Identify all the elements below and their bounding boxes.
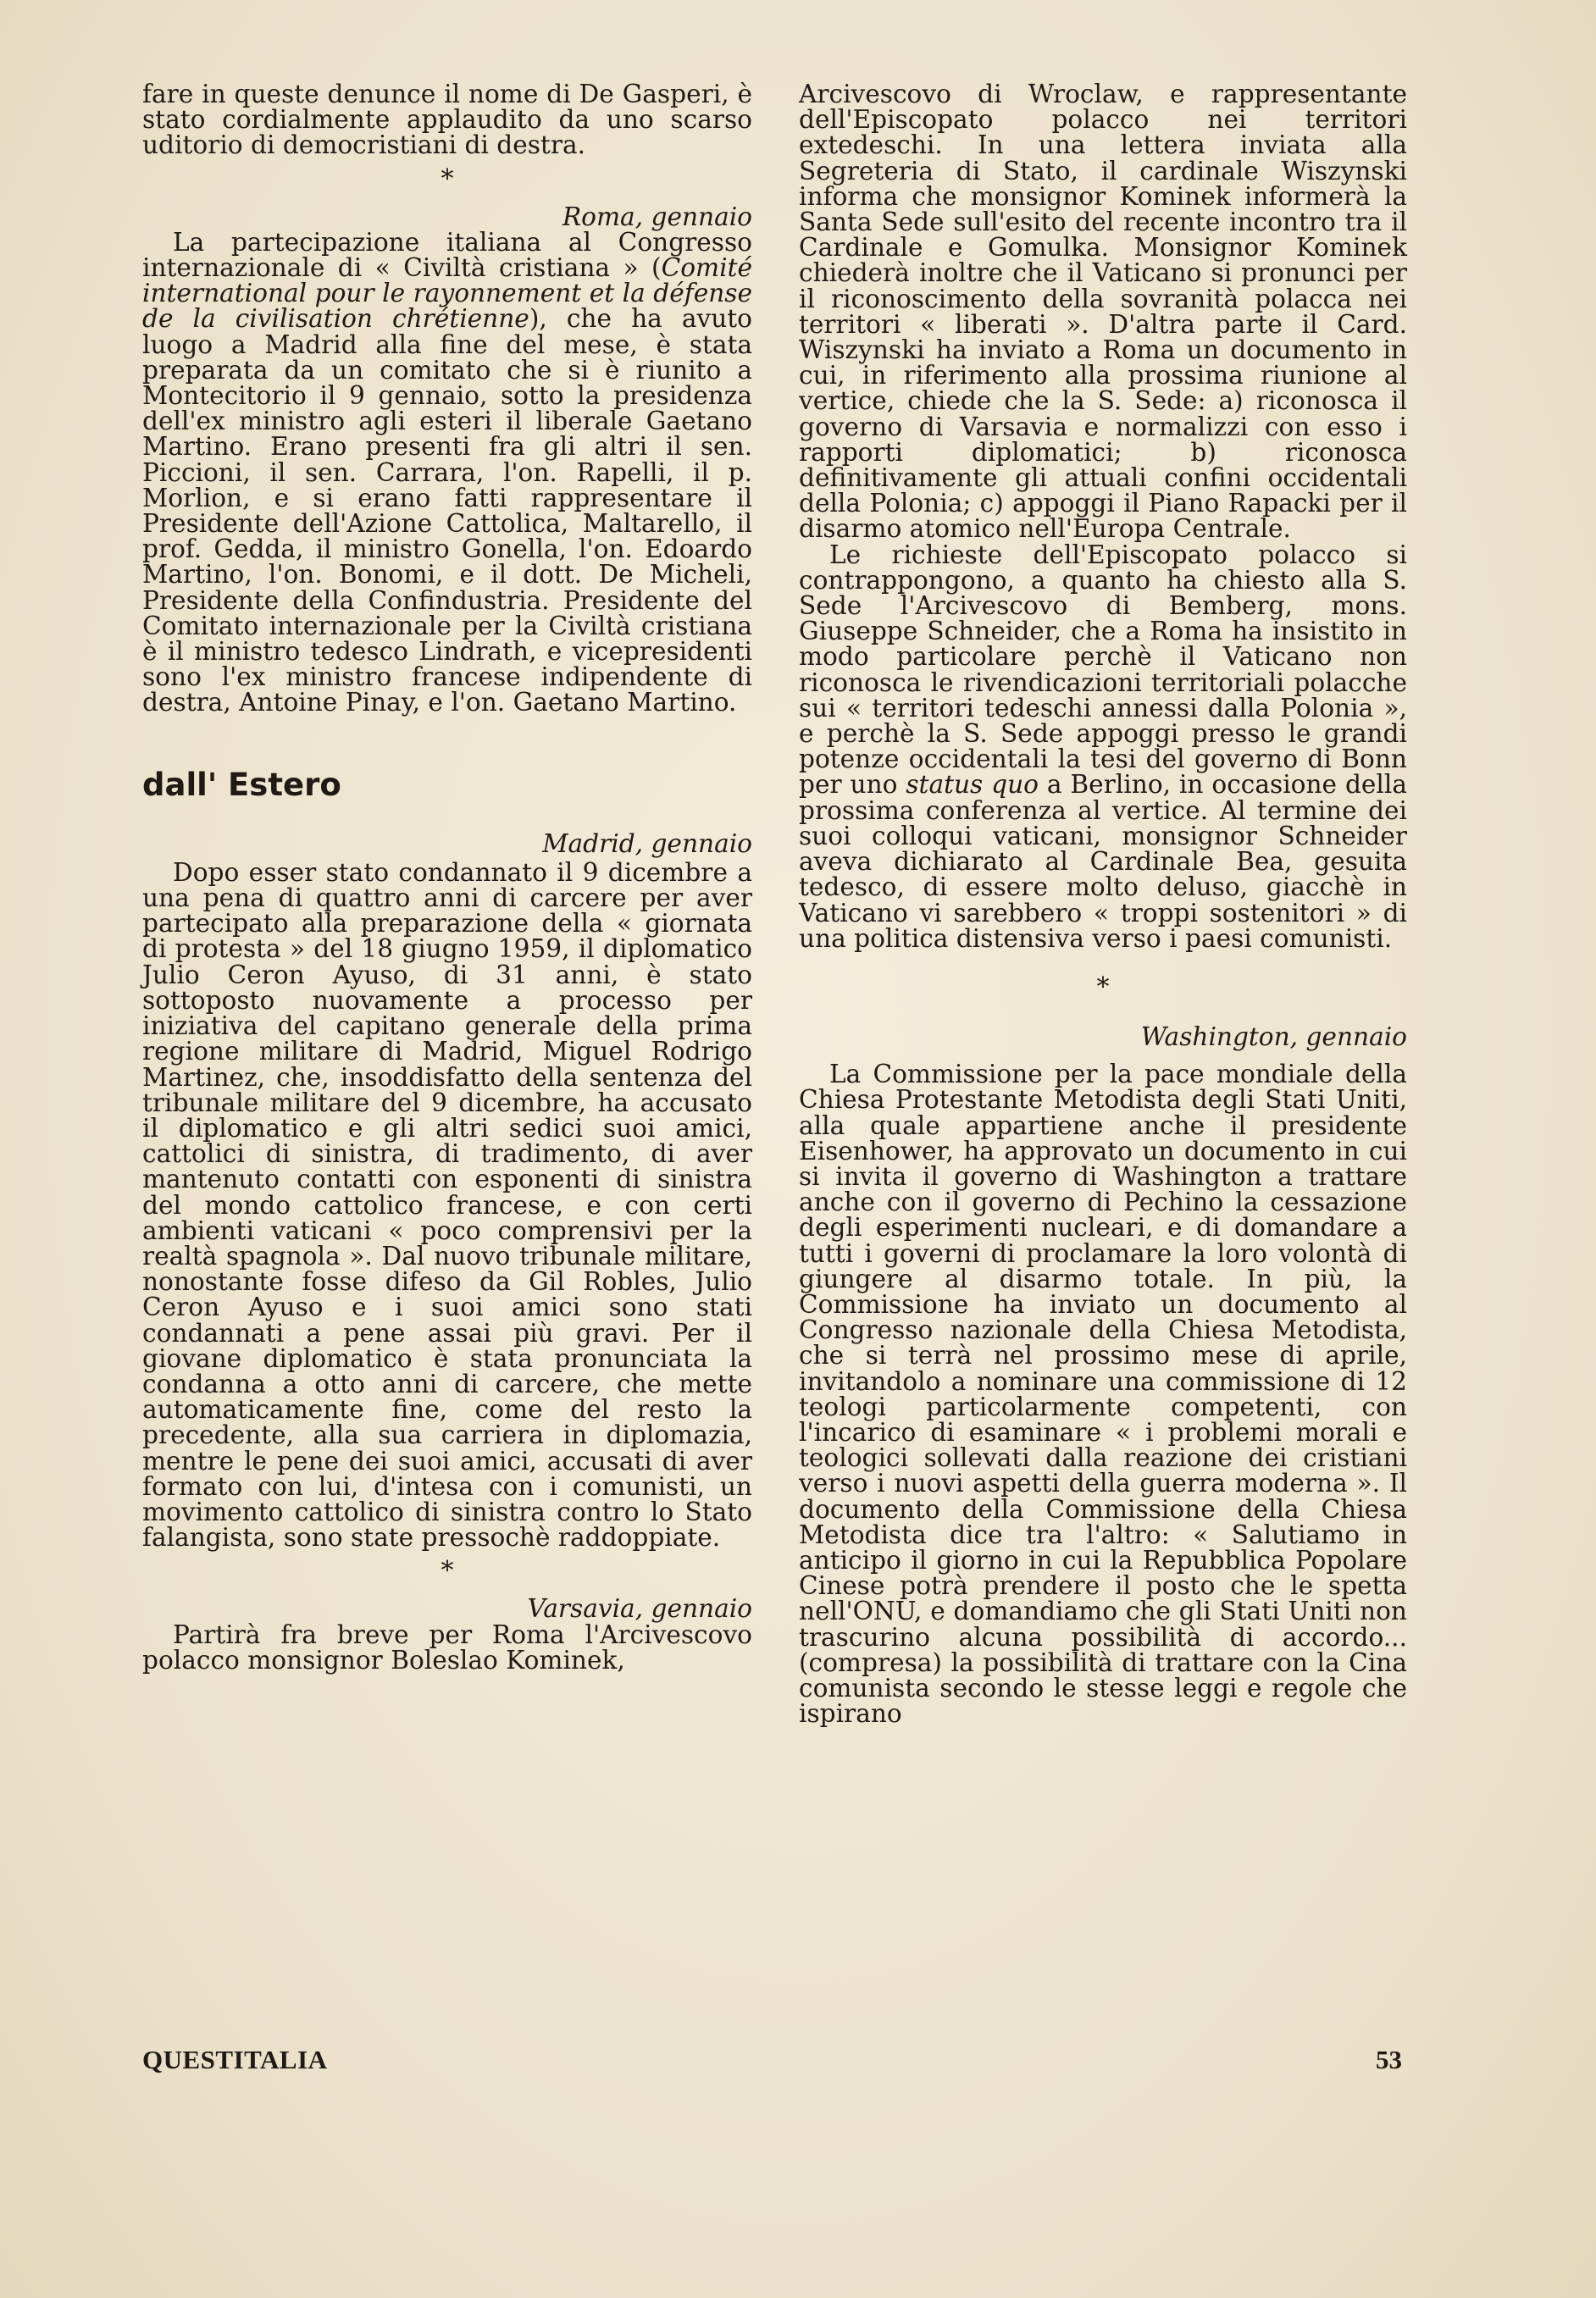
right-column <box>799 80 1407 1729</box>
section-separator: * <box>441 163 454 194</box>
text-span: La partecipazione italiana al Congresso internazionale di « Civiltà cristiana » ( <box>142 227 752 283</box>
dateline-varsavia: Varsavia, gennaio <box>527 1594 752 1624</box>
paragraph: Partirà fra breve per Roma l'Arcivescovo polacco monsignor Boleslao Kominek, <box>142 1620 752 1675</box>
section-title: dall' Estero <box>142 766 341 803</box>
text-span: a Berlino, in occasione della prossima conferenza al vertice. Al termine dei suoi colloqui vaticani, monsignor Schneider aveva dichiarato al Cardinale Bea, gesuita tedesco, di essere molto deluso, giacchè in Vaticano vi sarebbero « troppi sostenitori » di una politica distensiva verso i paesi comunisti. <box>799 770 1407 953</box>
italic-text: Comité international pour le rayonnement et la défense de la civilisation chrétienne <box>142 253 752 334</box>
left-column <box>142 81 752 1673</box>
text-span: ), che ha avuto luogo a Madrid alla fine del mese, è stata preparata da un comitato che si è riunito a Montecitorio il 9 gennaio, sotto la presidenza dell'ex ministro agli esteri il liberale Gaetano Martino. Erano presenti fra gli altri il sen. Piccioni, il sen. Carrara, l'on. Rapelli, il p. Morlion, e si erano fatti rappresentare il Presidente dell'Azione Cattolica, Maltarello, il prof. Gedda, il ministro Gonella, l'on. Edoardo Martino, l'on. Bonomi, e il dott. De Micheli, Presidente della Confindustria. Presidente del Comitato internazionale per la Civiltà cristiana è il ministro tedesco Lindrath, e vicepresidenti sono l'ex ministro francese indipendente di destra, Antoine Pinay, e l'on. Gaetano Martino. <box>142 304 752 717</box>
paragraph <box>142 227 752 717</box>
paragraph: Arcivescovo di Wroclaw, e rappresentante dell'Episcopato polacco nei territori extedeschi. In una lettera inviata alla Segreteria di Stato, il cardinale Wiszynski informa che monsignor Kominek informerà la Santa Sede sull'esito del recente incontro tra il Cardinale e Gomulka. Monsignor Kominek chiederà inoltre che il Vaticano si pronunci per il riconoscimento della sovranità polacca nei territori « liberati ». D'altra parte il Card. Wiszynski ha inviato a Roma un documento in cui, in riferimento alla prossima riunione al vertice, chiede che la S. Sede: a) riconosca il governo di Varsavia e normalizzi con esso i rapporti diplomatici; b) riconosca definitivamente gli attuali confini occidentali della Polonia; c) appoggi il Piano Rapacki per il disarmo atomico nell'Europa Centrale. <box>799 80 1407 544</box>
dateline-roma: Roma, gennaio <box>562 202 752 231</box>
section-separator: * <box>1096 972 1110 1002</box>
magazine-name: QUESTITALIA <box>142 2045 328 2074</box>
paragraph <box>799 542 1407 951</box>
italic-text: status quo <box>906 770 1039 800</box>
dateline-madrid: Madrid, gennaio <box>542 828 752 858</box>
section-separator: * <box>441 1556 454 1586</box>
text-span: Le richieste dell'Episcopato polacco si contrappongono, a quanto ha chiesto alla S. Sede l'Arcivescovo di Bemberg, mons. Giuseppe Schneider, che a Roma ha insistito in modo particolare perchè il Vaticano non riconosca le rivendicazioni territoriali polacche sui « territori tedeschi annessi dalla Polonia », e perchè la S. Sede appoggi presso le grandi potenze occidentali la tesi del governo di Bonn per uno <box>799 540 1407 800</box>
paragraph: Dopo esser stato condannato il 9 dicembre a una pena di quattro anni di carcere per aver partecipato alla preparazione della « giornata di protesta » del 18 giugno 1959, il diplomatico Julio Ceron Ayuso, di 31 anni, è stato sottoposto nuovamente a processo per iniziativa del capitano generale della prima regione militare di Madrid, Miguel Rodrigo Martinez, che, insoddisfatto della sentenza del tribunale militare del 9 dicembre, ha accusato il diplomatico e gli altri sedici suoi amici, cattolici di sinistra, di tradimento, di aver mantenuto contatti con esponenti di sinistra del mondo cattolico francese, e con certi ambienti vaticani « poco comprensivi per la realtà spagnola ». Dal nuovo tribunale militare, nonostante fosse difeso da Gil Robles, Julio Ceron Ayuso e i suoi amici sono stati condannati a pene assai più gravi. Per il giovane diplomatico è stata pronunciata la condanna a otto anni di carcere, che mette automaticamente fine, come del resto la precedente, alla sua carriera in diplomazia, mentre le pene dei suoi amici, accusati di aver formato con lui, d'intesa con i comunisti, un movimento cattolico di sinistra contro lo Stato falangista, sono state pressochè raddoppiate. <box>142 857 752 1553</box>
page-number: 53 <box>1376 2045 1402 2074</box>
dateline-washington: Washington, gennaio <box>1140 1022 1407 1051</box>
paragraph: La Commissione per la pace mondiale della Chiesa Protestante Metodista degli Stati Uniti, alla quale appartiene anche il presidente Eisenhower, ha approvato un documento in cui si invita il governo di Washington a trattare anche con il governo di Pechino la cessazione degli esperimenti nucleari, e di domandare a tutti i governi di proclamare la loro volontà di giungere al disarmo totale. In più, la Commissione ha inviato un documento al Congresso nazionale della Chiesa Metodista, che si terrà nel prossimo mese di aprile, invitandolo a nominare una commissione di 12 teologi particolarmente competenti, con l'incarico di esaminare « i problemi morali e teologici sollevati dalla reazione dei cristiani verso i nuovi aspetti della guerra moderna ». Il documento della Commissione della Chiesa Metodista dice tra l'altro: « Salutiamo in anticipo il giorno in cui la Repubblica Popolare Cinese potrà prendere il posto che le spetta nell'ONU, e domandiamo che gli Stati Uniti non trascurino alcuna possibilità di accordo... (compresa) la possibilità di trattare con la Cina comunista secondo le stesse leggi e regole che ispirano <box>799 1060 1407 1729</box>
paragraph: fare in queste denunce il nome di De Gasperi, è stato cordialmente applaudito da uno scarso uditorio di democristiani di destra. <box>142 80 752 160</box>
